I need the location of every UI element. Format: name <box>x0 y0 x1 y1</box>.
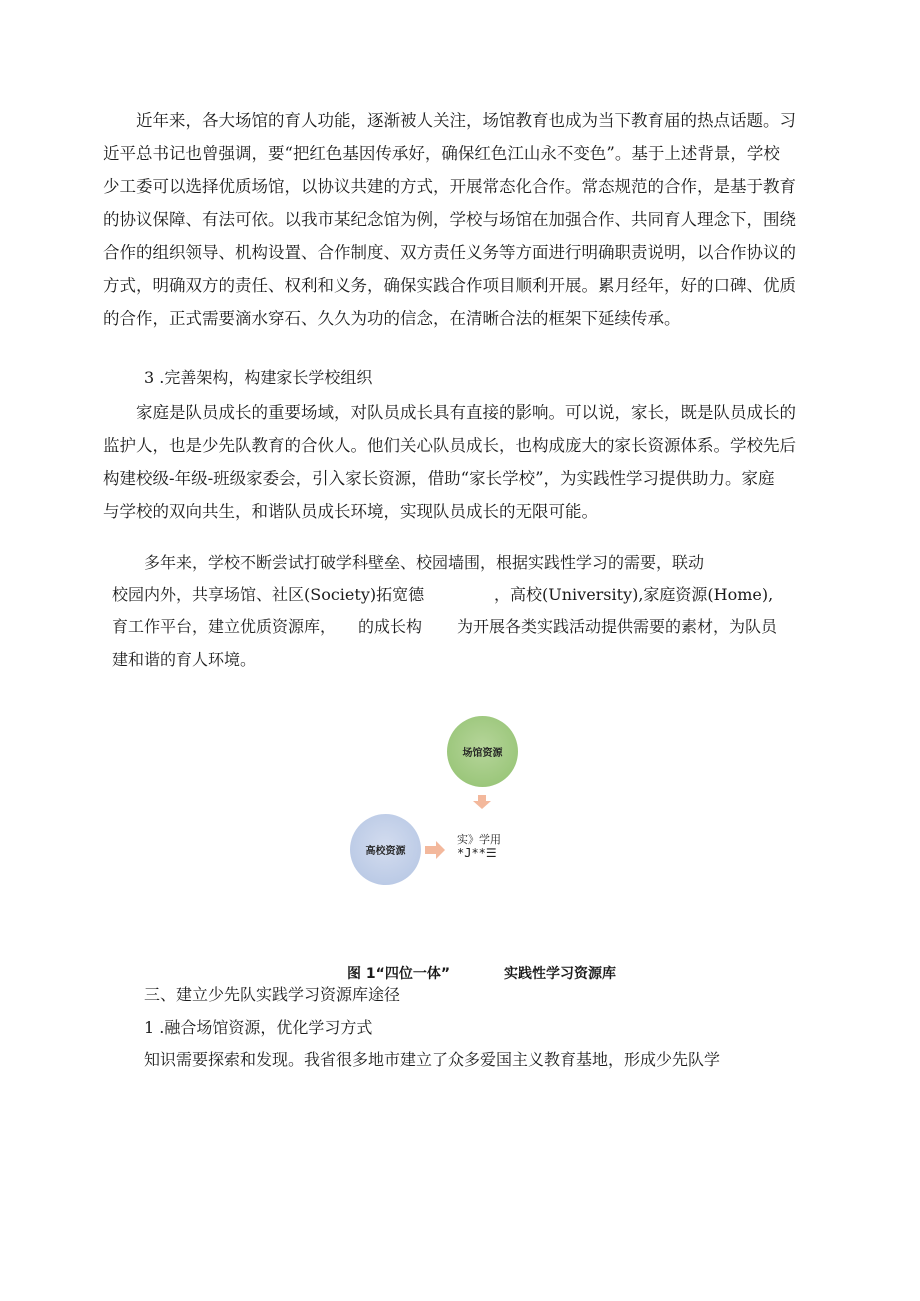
diagram-center-text-2: *J**☰ <box>457 846 497 860</box>
fragment-line-4: 建和谐的育人环境。 <box>112 650 257 669</box>
text-line: 近年来，各大场馆的育人功能，逐渐被人关注，场馆教育也成为当下教育届的热点话题。习 <box>136 111 796 130</box>
section-heading-three: 三、建立少先队实践学习资源库途径 <box>144 985 401 1004</box>
text-line: 方式，明确双方的责任、权利和义务，确保实践合作项目顺利开展。累月经年，好的口碑、优质 <box>103 276 796 295</box>
section-heading-3: 3 .完善架构，构建家长学校组织 <box>144 368 373 387</box>
fragment-line-3c: 为开展各类实践活动提供需要的素材，为队员 <box>457 617 778 636</box>
fragment-line-2a: 校园内外，共享场馆、社区(Society)拓宽德 <box>112 585 425 604</box>
text-line: 近平总书记也曾强调，要“把红色基因传承好，确保红色江山永不变色”。基于上述背景，学校 <box>103 144 780 163</box>
paragraph-knowledge: 知识需要探索和发现。我省很多地市建立了众多爱国主义教育基地，形成少先队学 <box>144 1050 721 1069</box>
text-line: 少工委可以选择优质场馆，以协议共建的方式，开展常态化合作。常态规范的合作，是基于教育 <box>103 177 796 196</box>
university-resource-node <box>350 814 421 885</box>
venue-resource-node <box>447 716 518 787</box>
text-line: 家庭是队员成长的重要场域，对队员成长具有直接的影响。可以说，家长，既是队员成长的 <box>136 403 796 422</box>
university-resource-label: 高校资源 <box>365 846 406 857</box>
diagram-center-text-1: 实》学用 <box>457 833 501 846</box>
fragment-line-1: 多年来，学校不断尝试打破学科壁垒、校园墙围，根据实践性学习的需要，联动 <box>144 553 705 572</box>
subsection-heading-1: 1 .融合场馆资源，优化学习方式 <box>144 1018 373 1037</box>
text-line: 与学校的双向共生，和谐队员成长环境，实现队员成长的无限可能。 <box>103 502 598 521</box>
figure-caption-right: 实践性学习资源库 <box>504 966 616 982</box>
fragment-line-3b: 的成长构 <box>358 617 423 636</box>
paragraph-family-school <box>103 396 825 528</box>
arrow-right-icon <box>425 841 445 859</box>
fragment-line-3a: 育工作平台，建立优质资源库， <box>112 617 337 636</box>
venue-resource-label: 场馆资源 <box>462 748 503 759</box>
figure-caption-left: 图 1“四位一体” <box>347 966 451 982</box>
text-line: 的协议保障、有法可依。以我市某纪念馆为例，学校与场馆在加强合作、共同育人理念下，围绕 <box>103 210 796 229</box>
fragment-line-2b: ，高校(University),家庭资源(Home), <box>494 585 774 604</box>
text-line: 构建校级-年级-班级家委会，引入家长资源，借助“家长学校”，为实践性学习提供助力。家庭 <box>103 469 775 488</box>
text-line: 监护人，也是少先队教育的合伙人。他们关心队员成长，也构成庞大的家长资源体系。学校先后 <box>103 436 796 455</box>
arrow-down-icon <box>473 795 491 809</box>
paragraph-venue-cooperation <box>103 104 825 335</box>
text-line: 的合作，正式需要滴水穿石、久久为功的信念，在清晰合法的框架下延续传承。 <box>103 309 681 328</box>
text-line: 合作的组织领导、机构设置、合作制度、双方责任义务等方面进行明确职责说明，以合作协议的 <box>103 243 796 262</box>
